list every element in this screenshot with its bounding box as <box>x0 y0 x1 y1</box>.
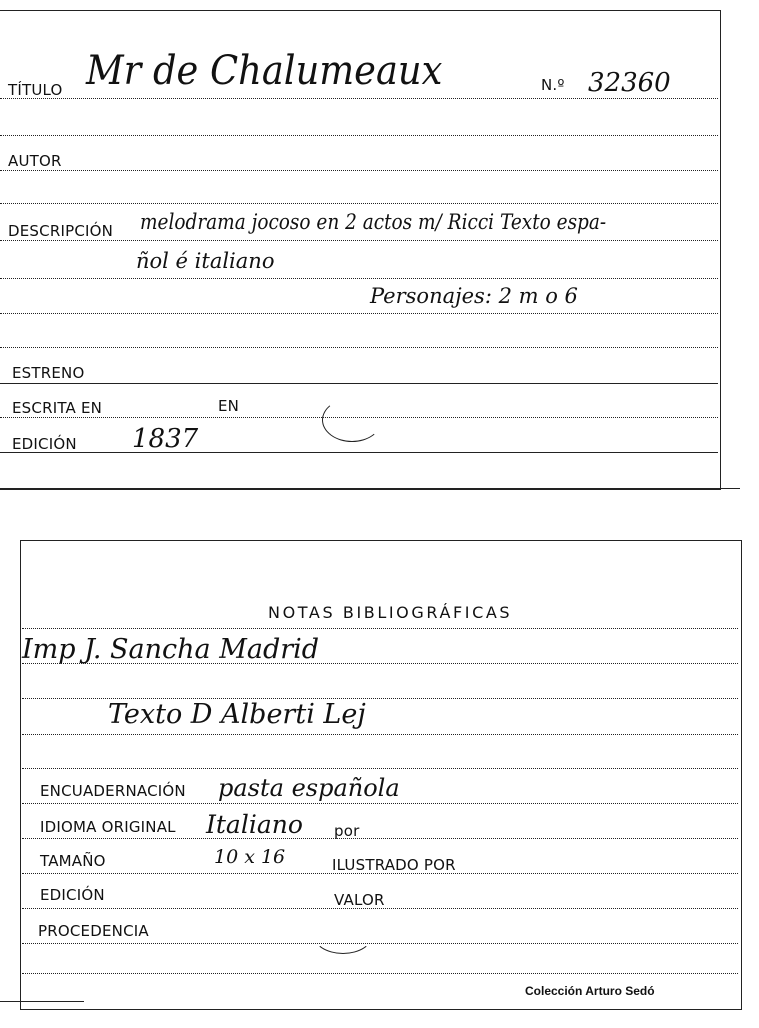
ilustrado-label: ILUSTRADO POR <box>332 856 456 874</box>
titulo-value: Mr de Chalumeaux <box>86 48 443 94</box>
card-top-bottom-edge <box>0 488 740 489</box>
rule <box>0 278 718 279</box>
edicion-value: 1837 <box>132 424 199 454</box>
en-label: EN <box>218 397 240 415</box>
stray-mark <box>0 1001 84 1002</box>
procedencia-label: PROCEDENCIA <box>38 922 149 940</box>
hole-punch-mark <box>322 398 382 442</box>
rule <box>0 347 718 348</box>
hole-punch-mark <box>312 912 374 954</box>
rule <box>0 135 718 136</box>
descripcion-line2: ñol é italiano <box>136 249 275 273</box>
rule <box>0 98 718 99</box>
edicion2-label: EDICIÓN <box>40 886 105 904</box>
rule <box>22 734 738 735</box>
idioma-label: IDIOMA ORIGINAL <box>40 818 176 836</box>
rule <box>0 313 718 314</box>
rule <box>22 768 738 769</box>
numero-value: 32360 <box>588 68 671 98</box>
valor-label: VALOR <box>334 891 385 909</box>
rule <box>0 240 718 241</box>
escrita-en-label: ESCRITA EN <box>12 399 103 417</box>
tamano-value: 10 x 16 <box>214 846 286 868</box>
collection-credit: Colección Arturo Sedó <box>525 984 655 998</box>
tamano-label: TAMAÑO <box>40 852 106 870</box>
rule <box>0 170 718 171</box>
rule <box>0 383 718 384</box>
rule <box>0 452 718 453</box>
descripcion-line3: Personajes: 2 m o 6 <box>370 284 578 308</box>
note-line-1: Imp J. Sancha Madrid <box>22 634 320 665</box>
rule <box>22 803 738 804</box>
rule <box>0 203 718 204</box>
encuadernacion-value: pasta española <box>218 774 400 802</box>
rule <box>22 943 738 944</box>
descripcion-line1: melodrama jocoso en 2 actos m/ Ricci Texto espa- <box>140 210 607 234</box>
rule <box>22 628 738 629</box>
titulo-label: TÍTULO <box>8 81 63 99</box>
idioma-value: Italiano <box>206 810 303 839</box>
descripcion-label: DESCRIPCIÓN <box>8 222 114 240</box>
autor-label: AUTOR <box>8 152 62 170</box>
encuadernacion-label: ENCUADERNACIÓN <box>40 782 186 800</box>
notas-heading: NOTAS BIBLIOGRÁFICAS <box>268 603 513 622</box>
rule <box>22 838 738 839</box>
note-line-2: Texto D Alberti Lej <box>108 699 366 730</box>
por-label: por <box>334 822 360 840</box>
estreno-label: ESTRENO <box>12 364 85 382</box>
rule <box>22 973 738 974</box>
numero-label: N.º <box>541 76 565 94</box>
edicion-label: EDICIÓN <box>12 435 77 453</box>
